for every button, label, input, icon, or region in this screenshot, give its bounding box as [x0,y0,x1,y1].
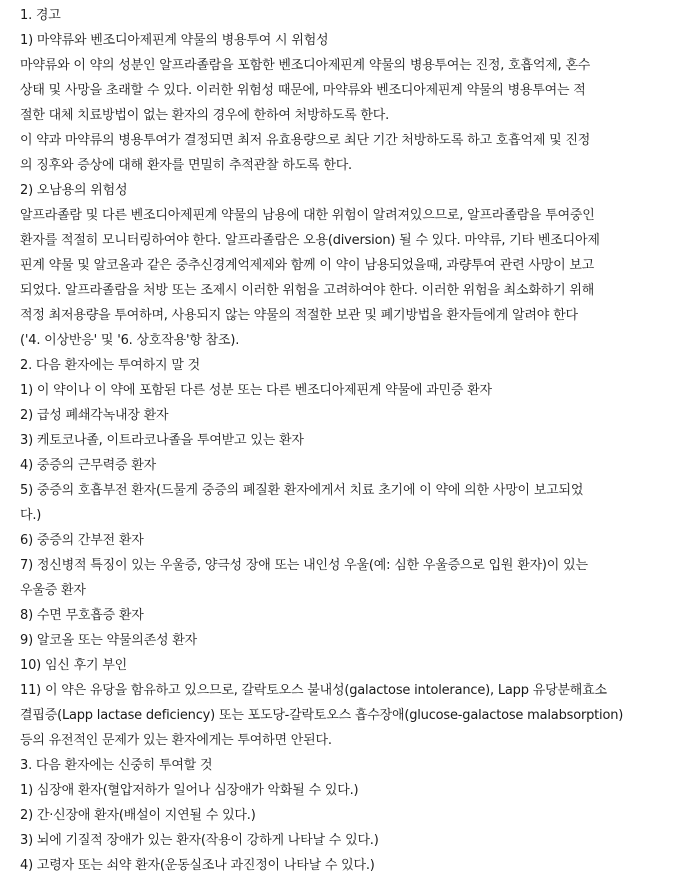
list-item: 6) 중증의 간부전 환자 [20,533,144,548]
list-item: 2) 급성 폐쇄각녹내장 환자 [20,408,169,423]
list-item: 9) 알코올 또는 약물의존성 환자 [20,633,197,648]
list-item-continuation: 등의 유전적인 문제가 있는 환자에게는 투여하면 안된다. [20,733,332,748]
paragraph-line: 이 약과 마약류의 병용투여가 결정되면 최저 유효용량으로 최단 기간 처방하도록 하고 호흡억제 및 진정 [20,133,591,148]
paragraph-line: 환자를 적절히 모니터링하여야 한다. 알프라졸람은 오용(diversion) 될 수 있다. 마약류, 기타 벤조디아제 [20,233,600,248]
subsection-heading-abuse-risk: 2) 오남용의 위험성 [20,183,128,198]
paragraph-line: 의 징후와 증상에 대해 환자를 면밀히 추적관찰 하도록 한다. [20,158,352,173]
list-item: 3) 뇌에 기질적 장애가 있는 환자(작용이 강하게 나타날 수 있다.) [20,833,379,848]
section-heading-contraindications: 2. 다음 환자에는 투여하지 말 것 [20,358,200,373]
paragraph-line: 적정 최저용량을 투여하며, 사용되지 않는 약물의 적절한 보관 및 폐기방법을 환자들에게 알려야 한다 [20,308,578,323]
list-item: 4) 고령자 또는 쇠약 환자(운동실조나 과진정이 나타날 수 있다.) [20,858,375,873]
list-item: 5) 중증의 호흡부전 환자(드물게 중증의 폐질환 환자에게서 치료 초기에 이 약에 의한 사망이 보고되었 [20,483,584,498]
paragraph-line: 알프라졸람 및 다른 벤조디아제핀계 약물의 남용에 대한 위험이 알려져있으므로, 알프라졸람을 투여중인 [20,208,595,223]
paragraph-line: 핀계 약물 및 알코올과 같은 중추신경계억제제와 함께 이 약이 남용되었을때, 과량투여 관련 사망이 보고 [20,258,595,273]
list-item-continuation: 우울증 환자 [20,583,86,598]
paragraph-line: 상태 및 사망을 초래할 수 있다. 이러한 위험성 때문에, 마약류와 벤조디아제핀계 약물의 병용투여는 적 [20,83,586,98]
list-item: 3) 케토코나졸, 이트라코나졸을 투여받고 있는 환자 [20,433,304,448]
list-item: 4) 중증의 근무력증 환자 [20,458,156,473]
list-item: 1) 심장애 환자(혈압저하가 일어나 심장애가 악화될 수 있다.) [20,783,359,798]
list-item-continuation: 결핍증(Lapp lactase deficiency) 또는 포도당-갈락토오스 흡수장애(glucose-galactose malabsorption) [20,708,624,723]
paragraph-line: 되었다. 알프라졸람을 처방 또는 조제시 이러한 위험을 고려하여야 한다. 이러한 위험을 최소화하기 위해 [20,283,595,298]
section-heading-warning: 1. 경고 [20,8,61,23]
section-heading-caution: 3. 다음 환자에는 신중히 투여할 것 [20,758,213,773]
paragraph-line: 절한 대체 치료방법이 없는 환자의 경우에 한하여 처방하도록 한다. [20,108,390,123]
paragraph-line: 마약류와 이 약의 성분인 알프라졸람을 포함한 벤조디아제핀계 약물의 병용투여는 진정, 호흡억제, 혼수 [20,58,591,73]
list-item: 1) 이 약이나 이 약에 포함된 다른 성분 또는 다른 벤조디아제핀계 약물에 과민증 환자 [20,383,492,398]
list-item: 8) 수면 무호흡증 환자 [20,608,144,623]
list-item: 10) 임신 후기 부인 [20,658,127,673]
list-item: 11) 이 약은 유당을 함유하고 있으므로, 갈락토오스 불내성(galactose intolerance), Lapp 유당분해효소 [20,683,607,698]
list-item: 7) 정신병적 특징이 있는 우울증, 양극성 장애 또는 내인성 우울(예: 심한 우울증으로 입원 환자)이 있는 [20,558,588,573]
list-item-continuation: 다.) [20,508,42,523]
subsection-heading-opioid-combination: 1) 마약류와 벤조디아제핀계 약물의 병용투여 시 위험성 [20,33,329,48]
paragraph-line: ('4. 이상반응' 및 '6. 상호작용'항 참조). [20,333,240,348]
list-item: 2) 간·신장애 환자(배설이 지연될 수 있다.) [20,808,256,823]
